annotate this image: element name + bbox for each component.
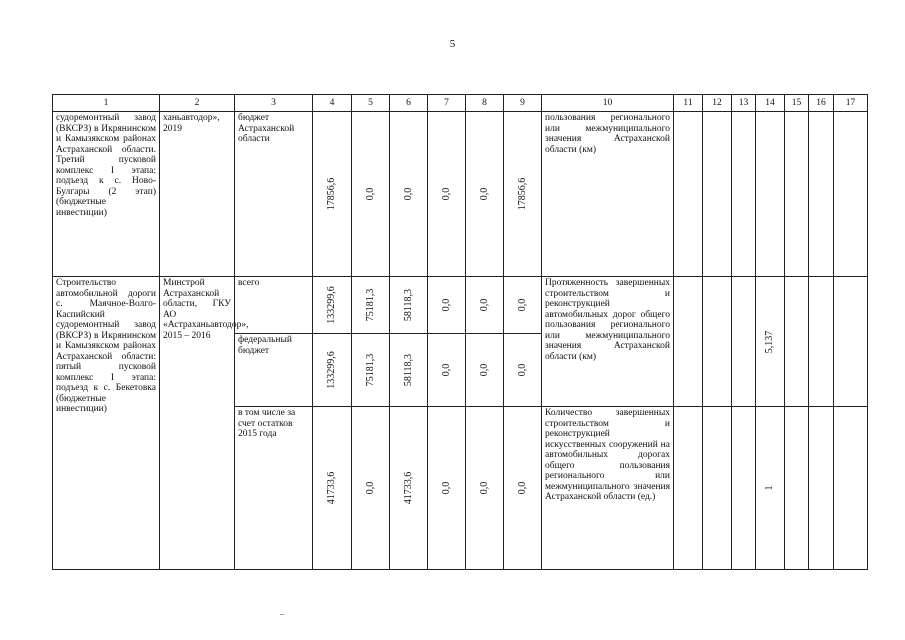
col-header: 16 bbox=[809, 95, 834, 112]
empty-cell bbox=[809, 277, 834, 407]
source-cell: федеральный бюджет bbox=[235, 334, 313, 407]
target-value-cell bbox=[756, 407, 785, 570]
amount-cell bbox=[428, 334, 466, 407]
target-value: 5,137 bbox=[763, 330, 775, 353]
page-number: 5 bbox=[449, 38, 456, 50]
amount-value: 0,0 bbox=[478, 481, 490, 495]
amount-cell bbox=[352, 277, 390, 334]
amount-cell bbox=[313, 277, 352, 334]
amount-value: 0,0 bbox=[440, 481, 452, 495]
amount-cell bbox=[428, 277, 466, 334]
amount-cell bbox=[313, 112, 352, 277]
amount-value: 0,0 bbox=[402, 187, 414, 201]
col-header: 13 bbox=[732, 95, 756, 112]
amount-value: 75181,3 bbox=[364, 288, 376, 322]
col-header: 5 bbox=[352, 95, 390, 112]
indicator-cell: Количество завершенных строительством и реконструкцией искусственных сооружений на автомобильных дорогах общего пользования регионального или межмуниципального значения Астраханской области (ед.) bbox=[542, 407, 674, 570]
empty-cell bbox=[703, 277, 732, 407]
amount-value: 0,0 bbox=[516, 363, 528, 377]
amount-cell bbox=[313, 407, 352, 570]
amount-value: 133299,6 bbox=[325, 286, 337, 324]
col-header: 3 bbox=[235, 95, 313, 112]
amount-value: 17856,6 bbox=[325, 177, 337, 211]
target-value: 1 bbox=[763, 485, 775, 491]
empty-cell bbox=[809, 112, 834, 277]
amount-cell bbox=[313, 334, 352, 407]
empty-cell bbox=[785, 112, 809, 277]
target-value-cell bbox=[756, 277, 785, 407]
amount-cell bbox=[504, 277, 542, 334]
amount-cell bbox=[390, 407, 428, 570]
amount-cell bbox=[466, 277, 504, 334]
executor-cell: Минстрой Астраханской области, ГКУ АО «Астраханьавтодор», 2015 – 2016 bbox=[160, 277, 235, 570]
amount-cell bbox=[504, 407, 542, 570]
amount-value: 41733,6 bbox=[402, 471, 414, 505]
empty-cell bbox=[809, 407, 834, 570]
col-header: 1 bbox=[53, 95, 160, 112]
amount-cell bbox=[390, 334, 428, 407]
source-cell: бюджет Астраханской области bbox=[235, 112, 313, 277]
empty-cell bbox=[674, 407, 703, 570]
amount-cell bbox=[428, 112, 466, 277]
empty-cell bbox=[834, 112, 868, 277]
amount-value: 58118,3 bbox=[402, 353, 414, 387]
col-header: 10 bbox=[542, 95, 674, 112]
col-header: 11 bbox=[674, 95, 703, 112]
amount-cell bbox=[504, 112, 542, 277]
col-header: 7 bbox=[428, 95, 466, 112]
empty-cell bbox=[785, 407, 809, 570]
empty-cell bbox=[785, 277, 809, 407]
col-header: 6 bbox=[390, 95, 428, 112]
amount-value: 0,0 bbox=[440, 363, 452, 377]
header-row bbox=[53, 95, 868, 112]
indicator-cell: Протяженность завершенных строительством и реконструкцией автомобильных дорог общего пользования регионального или межмуниципального значения Астраханской области (км) bbox=[542, 277, 674, 407]
amount-value: 133299,6 bbox=[325, 351, 337, 389]
table-row bbox=[53, 277, 868, 334]
empty-cell bbox=[732, 407, 756, 570]
amount-value: 17856,6 bbox=[516, 177, 528, 211]
amount-value: 0,0 bbox=[478, 363, 490, 377]
empty-cell bbox=[703, 112, 732, 277]
col-header: 14 bbox=[756, 95, 785, 112]
amount-cell bbox=[466, 334, 504, 407]
source-cell: всего bbox=[235, 277, 313, 334]
amount-cell bbox=[504, 334, 542, 407]
scan-mark bbox=[280, 614, 284, 615]
table-row bbox=[53, 112, 868, 277]
program-table bbox=[52, 94, 868, 570]
amount-cell bbox=[352, 334, 390, 407]
empty-cell bbox=[674, 277, 703, 407]
amount-value: 0,0 bbox=[516, 481, 528, 495]
col-header: 2 bbox=[160, 95, 235, 112]
amount-value: 0,0 bbox=[364, 187, 376, 201]
empty-cell bbox=[732, 277, 756, 407]
amount-cell bbox=[390, 277, 428, 334]
empty-cell bbox=[703, 407, 732, 570]
object-name-cell: судоремонтный завод (ВКСРЗ) в Икрянинском и Камызякском районах Астраханской области. Третий пусковой комплекс I этапа: подъезд к с. Ново-Булгары (2 этап) (бюджетные инвестиции) bbox=[53, 112, 160, 277]
amount-value: 0,0 bbox=[478, 298, 490, 312]
amount-cell bbox=[352, 112, 390, 277]
empty-cell bbox=[834, 407, 868, 570]
executor-cell: ханьавтодор», 2019 bbox=[160, 112, 235, 277]
col-header: 8 bbox=[466, 95, 504, 112]
empty-cell bbox=[756, 112, 785, 277]
amount-cell bbox=[352, 407, 390, 570]
empty-cell bbox=[834, 277, 868, 407]
source-cell: в том числе за счет остатков 2015 года bbox=[235, 407, 313, 570]
empty-cell bbox=[732, 112, 756, 277]
amount-cell bbox=[390, 112, 428, 277]
amount-cell bbox=[466, 407, 504, 570]
amount-cell bbox=[466, 112, 504, 277]
col-header: 15 bbox=[785, 95, 809, 112]
amount-value: 0,0 bbox=[440, 187, 452, 201]
amount-cell bbox=[428, 407, 466, 570]
col-header: 4 bbox=[313, 95, 352, 112]
empty-cell bbox=[674, 112, 703, 277]
amount-value: 0,0 bbox=[516, 298, 528, 312]
col-header: 17 bbox=[834, 95, 868, 112]
col-header: 9 bbox=[504, 95, 542, 112]
indicator-cell: пользования регионального или межмуниципального значения Астраханской области (км) bbox=[542, 112, 674, 277]
amount-value: 58118,3 bbox=[402, 288, 414, 322]
amount-value: 75181,3 bbox=[364, 353, 376, 387]
object-name-cell: Строительство автомобильной дороги с. Маячное-Волго-Каспийский судоремонтный завод (ВКСРЗ) в Икрянинском и Камызякском районах Астраханской области: пятый пусковой комплекс I этапа: подъезд к с. Бекетовка (бюджетные инвестиции) bbox=[53, 277, 160, 570]
col-header: 12 bbox=[703, 95, 732, 112]
amount-value: 0,0 bbox=[478, 187, 490, 201]
amount-value: 0,0 bbox=[364, 481, 376, 495]
amount-value: 0,0 bbox=[440, 298, 452, 312]
amount-value: 41733,6 bbox=[325, 471, 337, 505]
